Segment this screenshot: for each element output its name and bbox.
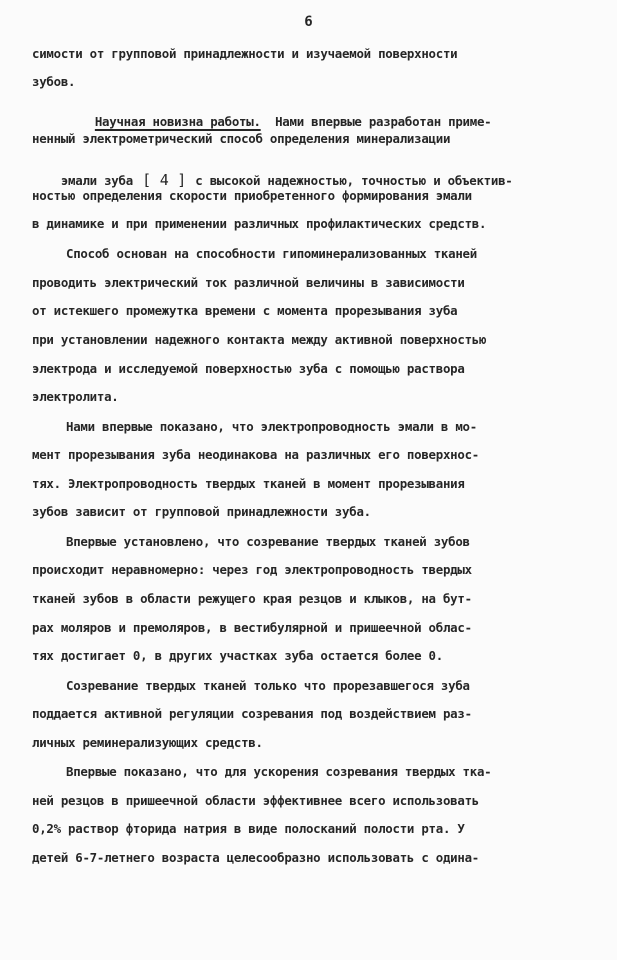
text-line: от истекшего промежутка времени с момента прорезывания зуба xyxy=(32,303,458,318)
text-line: зубов. xyxy=(32,74,76,89)
text-line: электрода и исследуемой поверхностью зуба с помощью раствора xyxy=(32,361,465,376)
text-line: Способ основан на способности гипоминерализованных тканей xyxy=(66,246,477,261)
text-line: тях. Электропроводность твердых тканей в момент прорезывания xyxy=(32,476,465,491)
text-line: Впервые установлено, что созревание твердых тканей зубов xyxy=(66,534,470,549)
text-line: ностью определения скорости приобретенного формирования эмали xyxy=(32,188,472,203)
text-line: происходит неравномерно: через год электропроводность твердых xyxy=(32,562,472,577)
text-line: электролита. xyxy=(32,389,119,404)
text-line: зубов зависит от групповой принадлежности зуба. xyxy=(32,504,371,519)
text-line: личных реминерализующих средств. xyxy=(32,735,263,750)
text-line: при установлении надежного контакта между активной поверхностью xyxy=(32,332,487,347)
text-line: ненный электрометрический способ определения минерализации xyxy=(32,131,451,146)
citation-reference: [ 4 ] xyxy=(142,171,187,190)
text-line: рах моляров и премоляров, в вестибулярной и пришеечной облас- xyxy=(32,620,472,635)
text-line: проводить электрический ток различной величины в зависимости xyxy=(32,275,465,290)
text-line: ней резцов в пришеечной области эффективнее всего использовать xyxy=(32,793,480,808)
line-text: эмали зуба xyxy=(60,173,141,189)
text-line: тях достигает 0, в других участках зуба остается более 0. xyxy=(32,648,443,663)
text-line: детей 6-7-летнего возраста целесообразно использовать с одина- xyxy=(32,850,480,865)
text-line: тканей зубов в области режущего края резцов и клыков, на бут- xyxy=(32,591,472,606)
text-line: мент прорезывания зуба неодинакова на различных его поверхнос- xyxy=(32,447,480,462)
text-line: 0,2% раствор фторида натрия в виде полосканий полости рта. У xyxy=(32,821,465,836)
page-number: 6 xyxy=(304,14,313,30)
text-line: Созревание твердых тканей только что прорезавшегося зуба xyxy=(66,678,470,693)
line-text: Нами впервые разработан приме- xyxy=(260,114,492,130)
section-heading: Научная новизна работы. xyxy=(94,114,261,130)
line-text: с высокой надежностью, точностью и объектив- xyxy=(188,173,513,189)
text-line: поддается активной регуляции созревания под воздействием раз- xyxy=(32,706,472,721)
text-line: симости от групповой принадлежности и изучаемой поверхности xyxy=(32,46,458,61)
text-line: в динамике и при применении различных профилактических средств. xyxy=(32,216,487,231)
text-line: Нами впервые показано, что электропроводность эмали в мо- xyxy=(66,419,477,434)
text-line: Впервые показано, что для ускорения созревания твердых тка- xyxy=(66,764,492,779)
